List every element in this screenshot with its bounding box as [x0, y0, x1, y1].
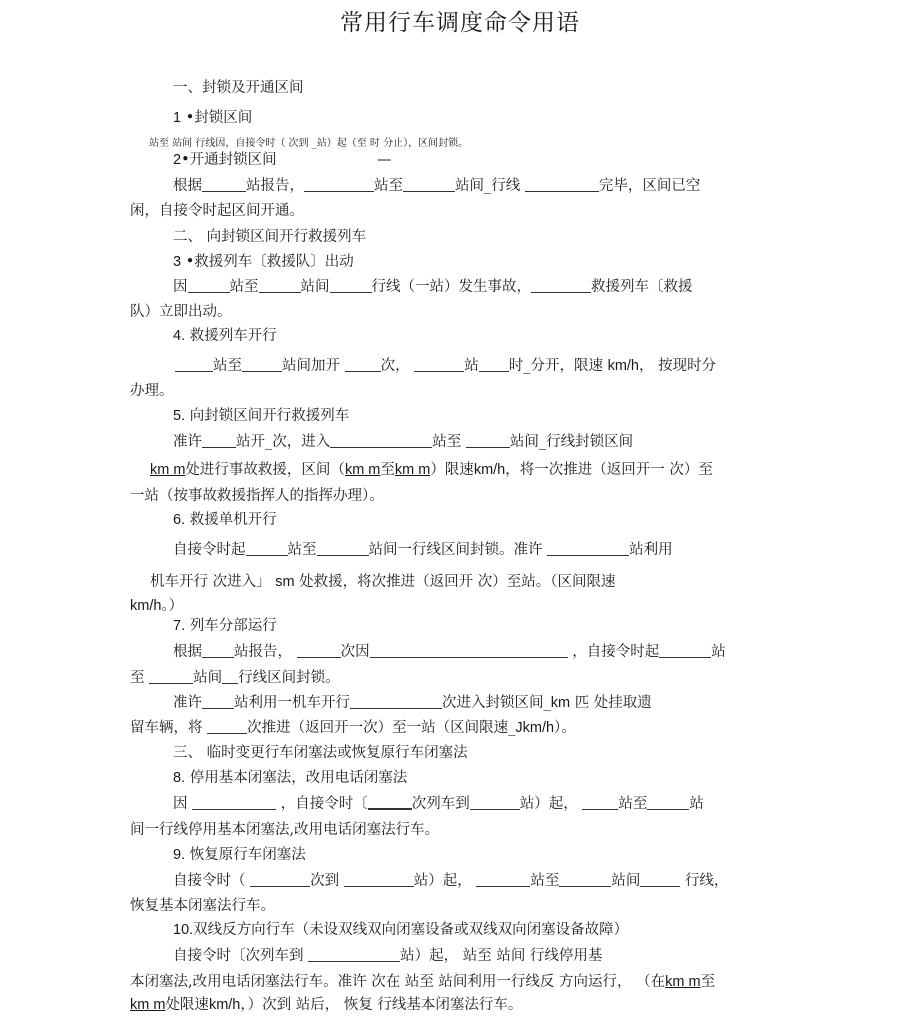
item-4-heading: 4. 救援列车开行: [173, 328, 277, 344]
section-heading-3: 三、 临时变更行车闭塞法或恢复原行车闭塞法: [173, 745, 468, 761]
item-5-heading: 5. 向封锁区间开行救援列车: [173, 408, 350, 424]
item-4-body-cont: 办理。: [130, 383, 174, 399]
item-6-body-cont: 机车开行 次进入」 sm 处救援，将次推进（返回开 次）至站。（区间限速: [150, 574, 616, 590]
item-8-body-cont: 间一行线停用基本闭塞法,改用电话闭塞法行车。: [130, 822, 440, 838]
item-6-body: 自接令时起 站至 站间一行线区间封锁。准许 站利用: [173, 542, 673, 558]
item-9-body-cont: 恢复基本闭塞法行车。: [130, 898, 275, 914]
item-5-body-cont: km m处进行事故救援，区间（km m至km m）限速km/h，将一次推进（返回开一 次）至: [150, 462, 713, 478]
item-5-body-cont2: 一站（按事故救援指挥人的指挥办理）。: [130, 488, 384, 504]
item-2-body: 根据 站报告， 站至 站间_行线 完毕，区间已空: [173, 178, 701, 194]
item-3-body-cont: 队）立即出动。: [130, 304, 232, 320]
item-7-body: 根据 站报告， 次因 ，自接令时起 站: [173, 644, 726, 660]
item-6-body-cont2: km/h。）: [130, 598, 184, 614]
item-9-body: 自接令时（ 次到 站）起， 站至 站间 行线，: [173, 873, 729, 889]
item-9-heading: 9. 恢复原行车闭塞法: [173, 847, 306, 863]
item-4-body: 站至 站间加开 次， 站 时_分开，限速 km/h， 按现时分: [175, 356, 716, 376]
item-10-body-cont2: km m处限速km/h，）次到 站后， 恢复 行线基本闭塞法行车。: [130, 997, 523, 1013]
item-7-body-cont: 至 站间 行线区间封锁。: [130, 670, 340, 686]
item-6-heading: 6. 救援单机开行: [173, 512, 277, 528]
item-7-body-cont3: 留车辆，将 次推进（返回开一次）至一站（区间限速_Jkm/h）。: [130, 720, 576, 736]
item-2-heading: 2•开通封锁区间: [173, 152, 277, 168]
item-10-body-cont: 本闭塞法,改用电话闭塞法行车。准许 次在 站至 站间利用一行线反 方向运行， （在km m至: [130, 974, 716, 990]
item-8-heading: 8. 停用基本闭塞法，改用电话闭塞法: [173, 770, 408, 786]
item-7-body-cont2: 准许 站利用一机车开行 次进入封锁区间_km 匹 处挂取遗: [173, 695, 652, 711]
item-1-heading: 1 •封锁区间: [173, 110, 253, 126]
item-3-body: 因 站至 站间 行线（一站）发生事故， 救援列车〔救援: [173, 279, 693, 295]
item-5-body: 准许 站开_次，进入 站至 站间_行线封锁区间: [173, 434, 634, 450]
item-8-body: 因 ，自接令时〔 次列车到 站）起， 站至 站: [173, 796, 704, 812]
section-heading-2: 二、 向封锁区间开行救援列车: [173, 229, 367, 245]
section-heading-1: 一、封锁及开通区间: [173, 80, 304, 96]
item-10-heading: 10.双线反方向行车（未设双线双向闭塞设备或双线双向闭塞设备故障）: [173, 922, 629, 938]
item-3-heading: 3 •救援列车〔救援队〕出动: [173, 254, 354, 270]
item-7-heading: 7. 列车分部运行: [173, 618, 277, 634]
page-title: 常用行车调度命令用语: [340, 10, 580, 36]
item-2-dash: —: [377, 152, 392, 168]
item-2-body-cont: 闲，自接令时起区间开通。: [130, 203, 304, 219]
item-10-body: 自接令时〔次列车到 站）起， 站至 站间 行线停用基: [173, 948, 603, 964]
item-1-body: 站至 站间 行线因，自接令时（ 次到 _站）起（至 时 分止），区间封锁。: [149, 138, 469, 149]
